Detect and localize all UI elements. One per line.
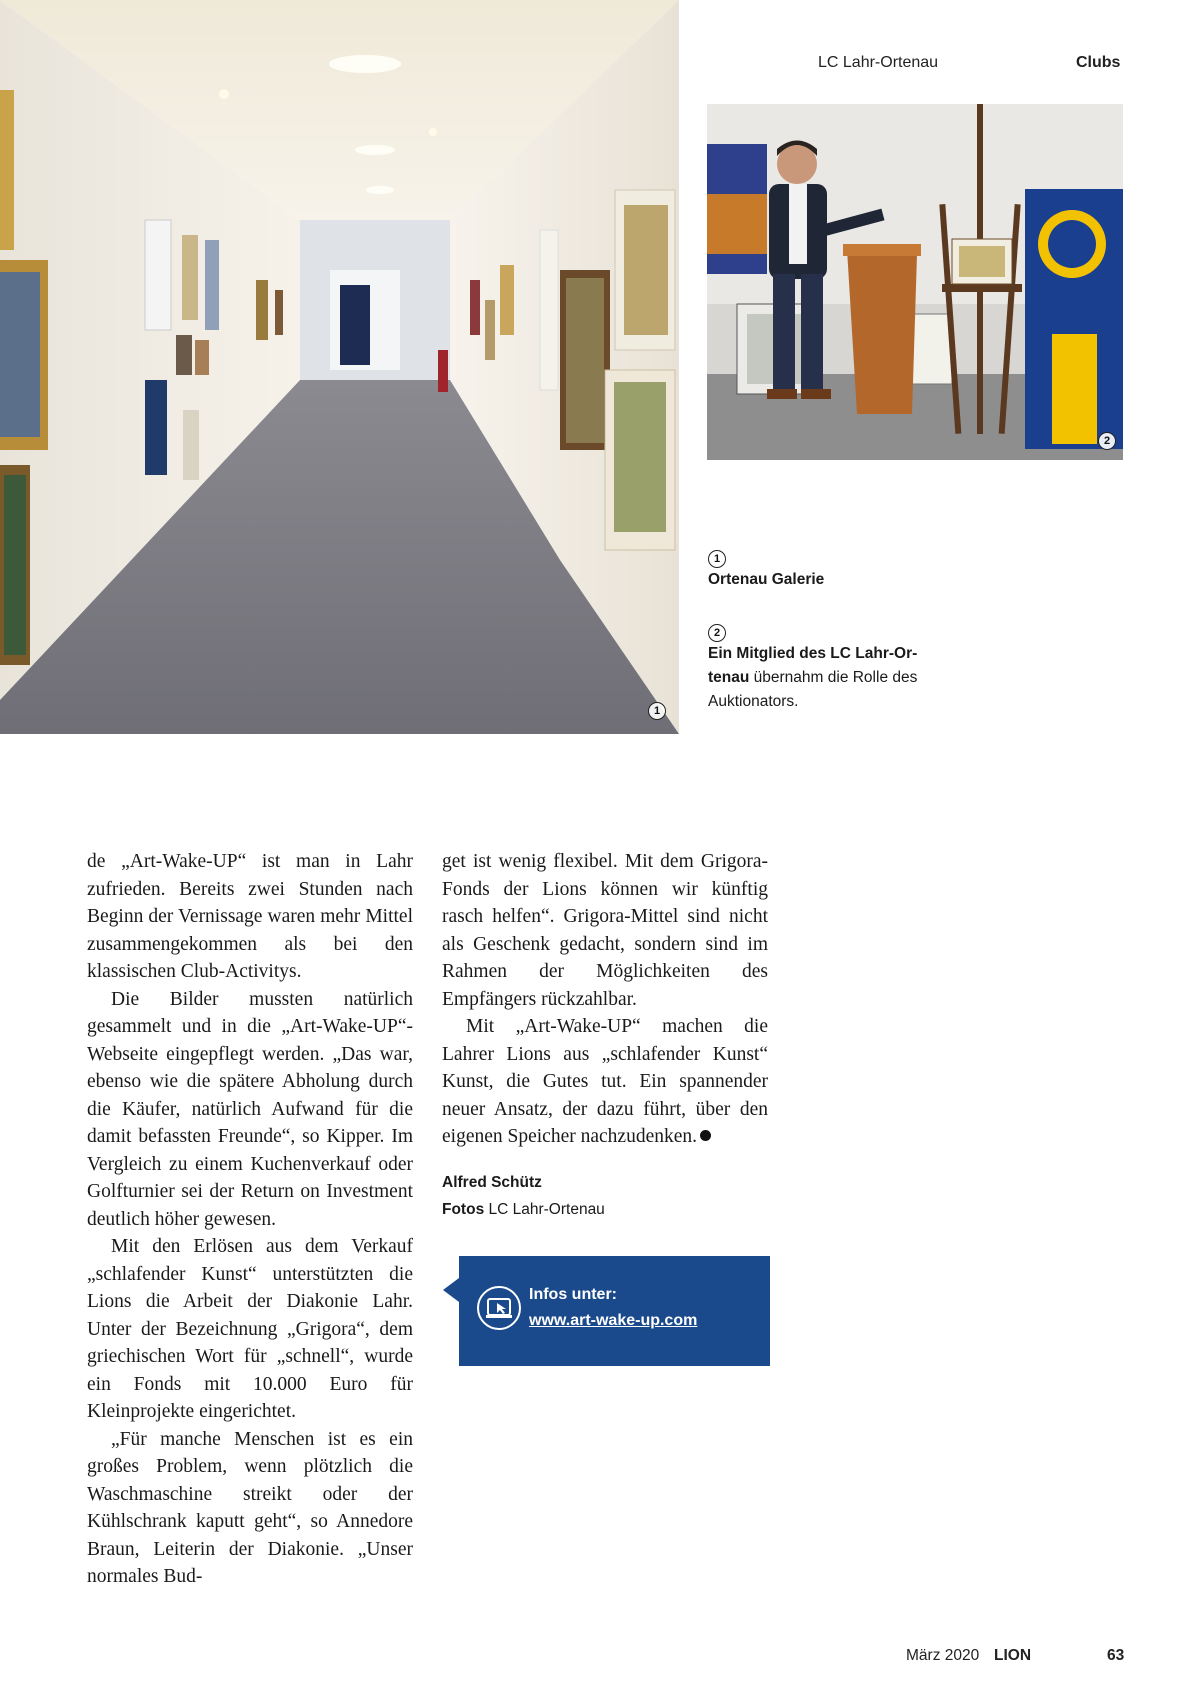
paragraph: Mit den Erlösen aus dem Verkauf „schlafender Kunst“ unterstützten die Lions die Arbeit der Diakonie Lahr. Unter der Bezeichnung „Grigora“, dem griechischen Wort für „schnell“, wurde ein Fonds mit 10.000 Euro für Kleinprojekte eingerichtet. bbox=[87, 1236, 413, 1422]
article-column-2 bbox=[442, 848, 768, 1151]
caption-number: 1 bbox=[708, 550, 726, 568]
caption-1 bbox=[708, 544, 948, 592]
author-name: Alfred Schütz bbox=[442, 1174, 542, 1191]
photo-credit-label: Fotos bbox=[442, 1201, 485, 1218]
caption-number: 2 bbox=[708, 624, 726, 642]
caption-bold-line1: Ein Mitglied des LC Lahr-Or- bbox=[708, 645, 918, 662]
gallery-corridor-photo bbox=[0, 0, 679, 734]
paragraph: de „Art-Wake-UP“ ist man in Lahr zufrieden. Bereits zwei Stunden nach Beginn der Vernissage waren mehr Mittel zusammengekommen als bei den klassischen Club-Activitys. bbox=[87, 851, 413, 982]
photo-credit bbox=[442, 1199, 605, 1221]
caption-text-line2: übernahm die Rolle des bbox=[749, 669, 918, 686]
caption-bold-line2: tenau bbox=[708, 669, 750, 686]
author-credit bbox=[442, 1172, 542, 1194]
photo-number-badge: 2 bbox=[1098, 432, 1116, 450]
paragraph: Mit „Art-Wake-UP“ machen die Lahrer Lions aus „schlafender Kunst“ Kunst, die Gutes tut. Ein spannender neuer Ansatz, der dazu führt, über den eigenen Speicher nachzudenken. bbox=[442, 1016, 768, 1147]
page-number: 63 bbox=[1107, 1647, 1125, 1664]
footer-magazine: LION bbox=[994, 1647, 1032, 1664]
lion-end-mark-icon bbox=[700, 1130, 711, 1141]
info-link[interactable]: www.art-wake-up.com bbox=[529, 1312, 698, 1329]
info-label: Infos unter: bbox=[529, 1286, 617, 1303]
caption-title: Ortenau Galerie bbox=[708, 571, 825, 588]
info-box-pointer bbox=[443, 1278, 459, 1302]
photo-credit-value: LC Lahr-Ortenau bbox=[484, 1201, 605, 1218]
caption-2 bbox=[708, 618, 948, 714]
running-head-section: LC Lahr-Ortenau bbox=[818, 54, 939, 71]
footer-date: März 2020 bbox=[906, 1647, 980, 1664]
auctioneer-photo bbox=[707, 104, 1123, 460]
paragraph: Die Bilder mussten natürlich gesammelt und in die „Art-Wake-UP“-Webseite eingepflegt werden. „Das war, ebenso wie die spätere Abholung durch die Käufer, natürlich Aufwand für die damit befassten Freunde“, so Kipper. Im Vergleich zu einem Kuchenverkauf oder Golfturnier sei der Return on Investment deutlich höher gewesen. bbox=[87, 988, 413, 1230]
paragraph: get ist wenig flexibel. Mit dem Grigora-Fonds der Lions können wir künftig rasch helfen“. Grigora-Mittel sind nicht als Geschenk gedacht, sondern sind im Rahmen der Möglichkeiten des Empfängers rückzahlbar. bbox=[442, 851, 768, 1010]
web-click-icon bbox=[477, 1286, 521, 1330]
article-column-1 bbox=[87, 848, 413, 1591]
caption-text-line3: Auktionators. bbox=[708, 693, 799, 710]
running-head-category: Clubs bbox=[1076, 54, 1121, 71]
paragraph: „Für manche Menschen ist es ein großes Problem, wenn plötzlich die Waschmaschine streikt oder der Kühlschrank kaputt geht“, so Annedore Braun, Leiterin der Diakonie. „Unser normales Bud- bbox=[87, 1428, 413, 1587]
info-box bbox=[459, 1256, 770, 1366]
photo-number-badge: 1 bbox=[648, 702, 666, 720]
